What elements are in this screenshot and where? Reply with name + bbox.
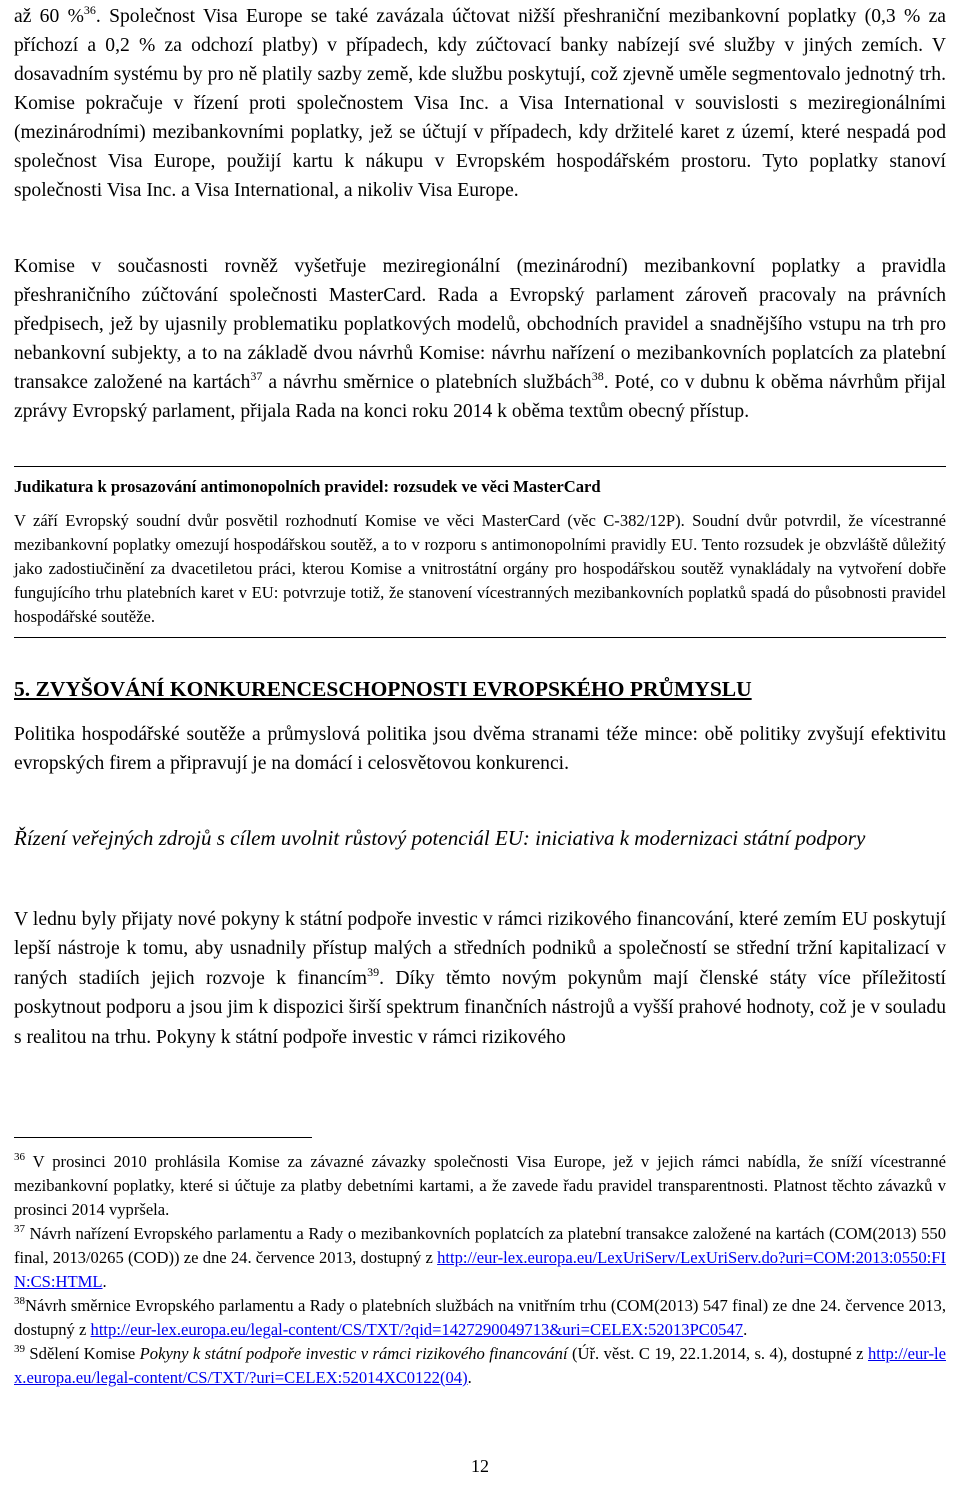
mastercard-judgment-box	[14, 466, 946, 638]
footnote-39-link[interactable]: http://eur-lex.europa.eu/legal-content/CS/TXT/?uri=CELEX:52014XC0122(04)	[14, 1344, 946, 1387]
paragraph-text: V lednu byly přijaty nové pokyny k státní podpoře investic v rámci rizikového financování, které zemím EU poskytují lepší nástroje k tomu, aby usnadnily přístup malých a středních podniků a společností se střední tržní kapitalizací v raných stadiích jejich rozvoje k financím	[14, 909, 946, 989]
footnote-36	[14, 1150, 946, 1222]
section-heading: 5. ZVYŠOVÁNÍ KONKURENCESCHOPNOSTI EVROPSKÉHO PRŮMYSLU	[14, 677, 752, 701]
page-number: 12	[471, 1456, 489, 1476]
competition-policy-paragraph: Politika hospodářské soutěže a průmyslová politika jsou dvěma stranami téže mince: obě politiky zvyšují efektivitu evropských firem a připravují je na domácí i celosvětovou konkurenci.	[14, 724, 946, 774]
state-aid-paragraph	[14, 905, 946, 1052]
footnote-text: .	[102, 1272, 107, 1291]
paragraph-text: Komise v současnosti rovněž vyšetřuje meziregionální (mezinárodní) mezibankovní poplatky a pravidla přeshraničního zúčtování společnosti MasterCard. Rada a Evropský parlament zároveň pracovaly na právních předpisech, jež by ujasnily problematiku poplatkových modelů, obchodních pravidel a snadnějšího vstupu na trh pro nebankovní subjekty, a to na základě dvou návrhů Komise: návrhu nařízení o mezibankovních poplatcích za platební transakce založené na kartách	[14, 256, 946, 393]
footnote-38	[14, 1294, 946, 1342]
footnote-text: .	[467, 1368, 472, 1387]
paragraph-text: a návrhu směrnice o platebních službách	[262, 372, 592, 393]
footnotes	[14, 1150, 946, 1390]
footnote-italic-title: Pokyny k státní podpoře investic v rámci rizikového financování	[139, 1344, 568, 1363]
footnote-37	[14, 1222, 946, 1294]
box-text: V září Evropský soudní dvůr posvětil rozhodnutí Komise ve věci MasterCard (věc C-382/12P). Soudní dvůr potvrdil, že vícestranné mezibankovní poplatky omezují hospodářskou soutěž, a to v rozporu s antimonopolními pravidly EU. Tento rozsudek je obzvláště důležitý jako zadostiučinění za dvacetiletou práci, kterou Komise a vnitrostátní orgány pro hospodářskou soutěž vynakládaly na vytvoření dobře fungujícího trhu platebních karet v EU: potvrzuje totiž, že stanovení vícestranných mezibankovních poplatků spadá do působnosti pravidel hospodářské soutěže.	[14, 511, 946, 626]
box-title: Judikatura k prosazování antimonopolních pravidel: rozsudek ve věci MasterCard	[14, 477, 601, 496]
footnote-text: Sdělení Komise	[25, 1344, 140, 1363]
paragraph-text: . Poté, co v dubnu k oběma návrhům přijal zprávy Evropský parlament, přijala Rada na konci roku 2014 k oběma textům obecný přístup.	[14, 372, 946, 422]
footnote-number: 36	[14, 1151, 25, 1164]
footnote-37-link[interactable]: http://eur-lex.europa.eu/LexUriServ/LexUriServ.do?uri=COM:2013:0550:FIN:CS:HTML	[14, 1248, 946, 1291]
paragraph-text: . Společnost Visa Europe se také zavázala účtovat nižší přeshraniční mezibankovní poplatky (0,3 % za příchozí a 0,2 % za odchozí platby) v případech, kdy zúčtovací banky nabízejí své služby v jiných zemích. V dosavadním systému by pro ně platily sazby země, kde službu poskytují, což zjevně uměle segmentovalo jednotný trh. Komise pokračuje v řízení proti společnostem Visa Inc. a Visa International v souvislosti s meziregionálními (mezinárodními) mezibankovními poplatky, jež se účtují v případech, kdy držitelé karet z území, které nespadá pod společnost Visa Europe, použijí kartu k nákupu v Evropském hospodářském prostoru. Tyto poplatky stanoví společnosti Visa Inc. a Visa International, a nikoliv Visa Europe.	[14, 6, 946, 201]
footnote-text: (Úř. věst. C 19, 22.1.2014, s. 4), dostupné z	[567, 1344, 868, 1363]
footnote-39	[14, 1342, 946, 1390]
footnote-number: 38	[14, 1295, 25, 1308]
footnote-ref-38[interactable]: 38	[591, 369, 604, 384]
footnote-ref-39[interactable]: 39	[367, 965, 380, 980]
footnote-separator	[14, 1137, 312, 1138]
mastercard-paragraph	[14, 252, 946, 426]
footnote-number: 39	[14, 1343, 25, 1356]
italic-subheading: Řízení veřejných zdrojů s cílem uvolnit růstový potenciál EU: iniciativa k modernizaci státní podpory	[14, 826, 866, 850]
footnote-text: Návrh nařízení Evropského parlamentu a Rady o mezibankovních poplatcích za platební transakce založené na kartách (COM(2013) 550 final, 2013/0265 (COD)) ze dne 24. července 2013, dostupný z	[14, 1224, 946, 1267]
footnote-ref-37[interactable]: 37	[250, 369, 263, 384]
footnote-text: V prosinci 2010 prohlásila Komise za závazné závazky společnosti Visa Europe, jež v jejich rámci nabídla, že sníží vícestranné mezibankovní poplatky, které si účtuje za platby debetními kartami, a že zavede řadu pravidel transparentnosti. Platnost těchto závazků v prosinci 2014 vypršela.	[14, 1152, 946, 1219]
footnote-38-link[interactable]: http://eur-lex.europa.eu/legal-content/CS/TXT/?qid=1427290049713&uri=CELEX:52013PC0547	[90, 1320, 744, 1339]
paragraph-text: . Díky těmto novým pokynům mají členské státy více příležitostí poskytnout podporu a jsou jim k dispozici širší spektrum finančních nástrojů a vyšší prahové hodnoty, což je v souladu s realitou na trhu. Pokyny k státní podpoře investic v rámci rizikového	[14, 967, 947, 1048]
footnote-text: Návrh směrnice Evropského parlamentu a Rady o platebních službách na vnitřním trhu (COM(2013) 547 final) ze dne 24. července 2013, dostupný z	[14, 1296, 946, 1339]
paragraph-lead: až 60 %	[14, 6, 84, 27]
footnote-text: .	[743, 1320, 748, 1339]
footnote-number: 37	[14, 1223, 25, 1236]
visa-europe-paragraph	[14, 2, 946, 205]
footnote-ref-36[interactable]: 36	[83, 3, 96, 18]
